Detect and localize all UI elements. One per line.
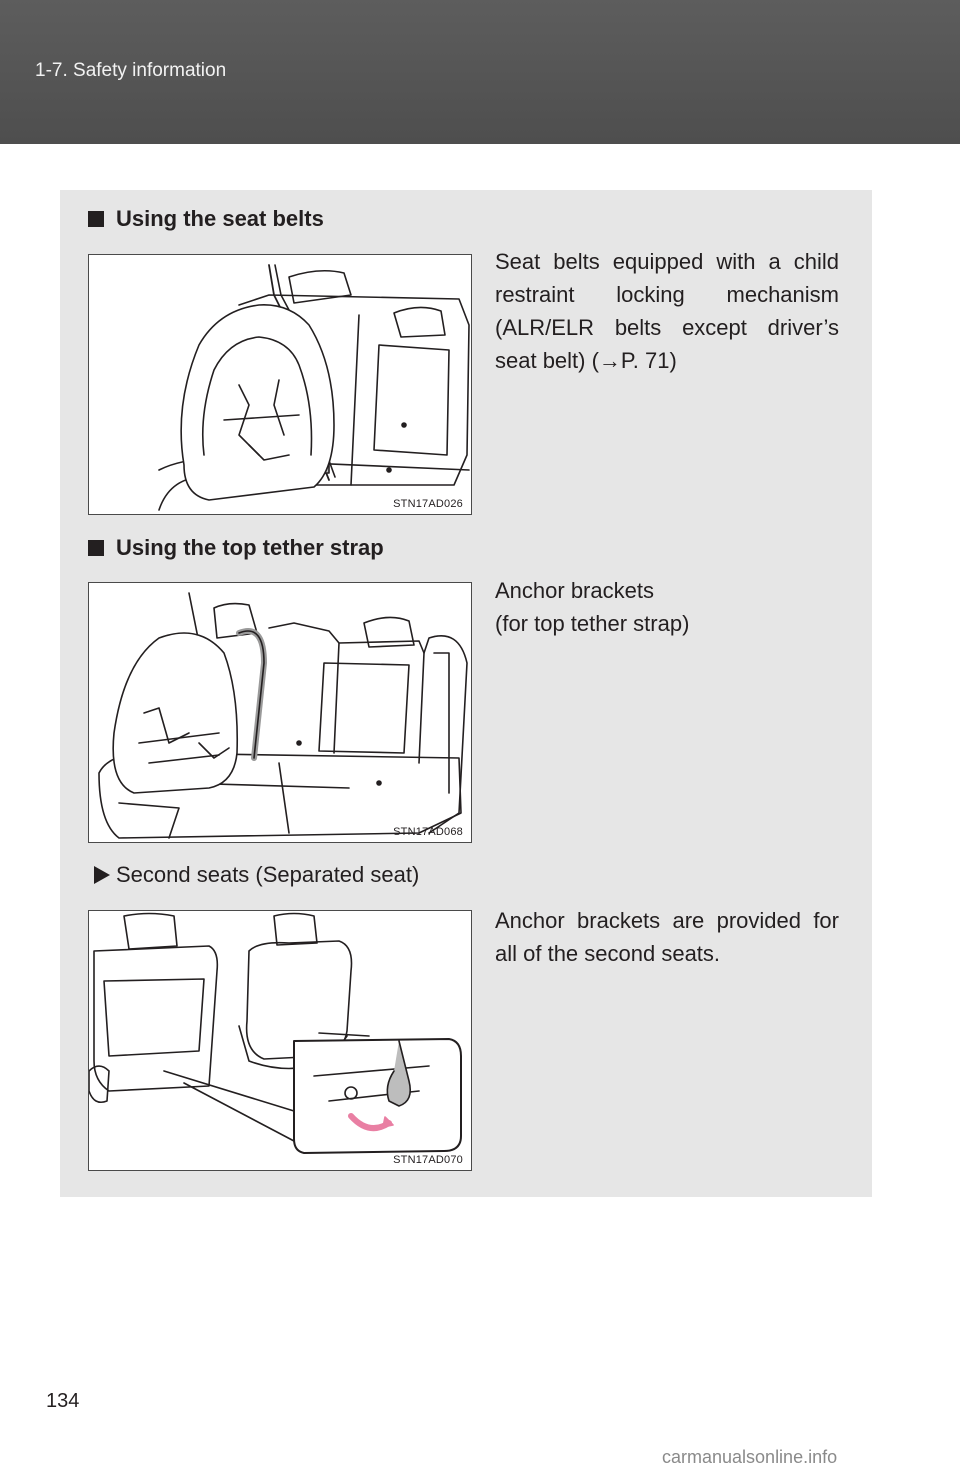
figure-code: STN17AD068 bbox=[393, 826, 463, 838]
figure-child-seat-seatbelt bbox=[88, 254, 472, 515]
subheading-second-seats bbox=[94, 862, 419, 888]
figure-code: STN17AD026 bbox=[393, 498, 463, 510]
watermark: carmanualsonline.info bbox=[662, 1447, 838, 1467]
header-bar bbox=[0, 0, 960, 144]
heading-seat-belts bbox=[88, 206, 324, 232]
heading-top-tether bbox=[88, 535, 384, 561]
heading-text: Using the top tether strap bbox=[116, 535, 384, 560]
text-line: Anchor brackets bbox=[495, 578, 654, 603]
square-bullet-icon bbox=[88, 540, 104, 556]
heading-text: Using the seat belts bbox=[116, 206, 324, 231]
subheading-text: Second seats (Separated seat) bbox=[116, 862, 420, 887]
second-seat-description: Anchor brackets are provided for all of the second seats. bbox=[495, 908, 839, 966]
seat-belt-description: Seat belts equipped with a child restraint locking mechanism (ALR/ELR belts except driver’s seat belt) (→P. 71) bbox=[495, 249, 839, 373]
figure-top-tether bbox=[88, 582, 472, 843]
figure-second-seat-anchor bbox=[88, 910, 472, 1171]
figure-code: STN17AD070 bbox=[393, 1154, 463, 1166]
triangle-bullet-icon bbox=[94, 866, 110, 884]
page-number: 134 bbox=[46, 1390, 80, 1412]
square-bullet-icon bbox=[88, 211, 104, 227]
section-title: 1-7. Safety information bbox=[35, 60, 227, 81]
top-tether-description bbox=[495, 574, 839, 640]
text-line: (for top tether strap) bbox=[495, 611, 690, 636]
